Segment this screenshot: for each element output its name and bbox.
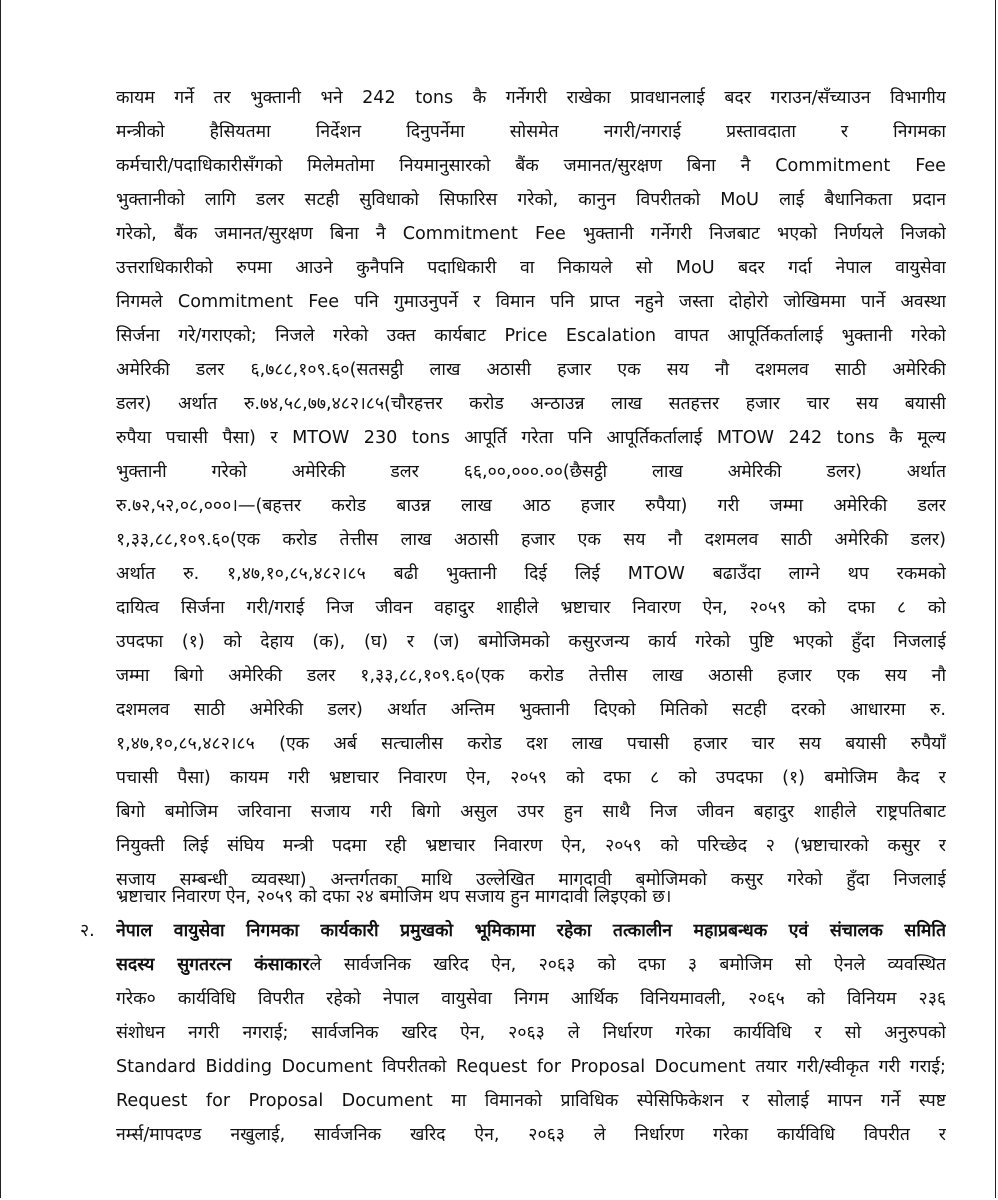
paragraph-line: गरेको, बैंक जमानत/सुरक्षण बिना नै Commitment Fee भुक्तानी गर्नेगरी निजबाट भएको निर्णयले निजको	[116, 224, 946, 244]
item2-line: Standard Bidding Document विपरीतको Request for Proposal Document तयार गरी/स्वीकृत गरी गराई;	[116, 1057, 946, 1077]
paragraph-line: निगमले Commitment Fee पनि गुमाउनुपर्ने र विमान पनि प्राप्त नहुने जस्ता दोहोरो जोखिममा पार्ने अवस्था	[116, 292, 946, 312]
paragraph-line: १,३३,८८,१०९.६०(एक करोड तेत्तीस लाख अठासी हजार एक सय नौ दशमलव साठी अमेरिकी डलर)	[116, 530, 946, 550]
item2-bold-name: सदस्य सुगतरत्न कंसाकार	[116, 955, 310, 975]
paragraph-line: दायित्व सिर्जना गरी/गराई निज जीवन वहादुर शाहीले भ्रष्टाचार निवारण ऐन, २०५९ को दफा ८ को	[116, 598, 946, 618]
list-item-number: २.	[80, 921, 95, 941]
item2-line: नर्म्स/मापदण्ड नखुलाई, सार्वजनिक खरिद ऐन, २०६३ ले निर्धारण गरेका कार्यविधि विपरीत र	[116, 1125, 946, 1145]
paragraph-line: बिगो बमोजिम जरिवाना सजाय गरी बिगो असुल उपर हुन साथै निज जीवन बहादुर शाहीले राष्ट्रपतिबाट	[116, 802, 946, 822]
item2-bold-lead: नेपाल वायुसेवा निगमका कार्यकारी प्रमुखको भूमिकामा रहेका तत्कालीन महाप्रबन्धक एवं संचालक समिति	[116, 921, 946, 941]
paragraph-line: जम्मा बिगो अमेरिकी डलर १,३३,८८,१०९.६०(एक करोड तेत्तीस लाख अठासी हजार एक सय नौ	[116, 666, 946, 686]
paragraph-line: दशमलव साठी अमेरिकी डलर) अर्थात अन्तिम भुक्तानी दिएको मितिको सटही दरको आधारमा रु.	[116, 700, 946, 720]
paragraph-line: कर्मचारी/पदाधिकारीसँगको मिलेमतोमा नियमानुसारको बैंक जमानत/सुरक्षण बिना नै Commitment Fee	[116, 156, 946, 176]
item2-line: संशोधन नगरी नगराई; सार्वजनिक खरिद ऐन, २०६३ ले निर्धारण गरेका कार्यविधि र सो अनुरुपको	[116, 1023, 946, 1043]
paragraph-line: पचासी पैसा) कायम गरी भ्रष्टाचार निवारण ऐन, २०५९ को दफा ८ को उपदफा (१) बमोजिम कैद र	[116, 768, 946, 788]
paragraph-line: उपदफा (१) को देहाय (क), (घ) र (ज) बमोजिमको कसुरजन्य कार्य गरेको पुष्टि भएको हुँदा निजलाई	[116, 632, 946, 652]
paragraph-line: रु.७२,५२,०८,०००।—(बहत्तर करोड बाउन्न लाख आठ हजार रुपैया) गरी जम्मा अमेरिकी डलर	[116, 496, 946, 516]
item2-heading-line	[116, 914, 946, 948]
paragraph-line: भुक्तानीको लागि डलर सटही सुविधाको सिफारिस गरेको, कानुन विपरीतको MoU लाई बैधानिकता प्रदान	[116, 190, 946, 210]
item2-line2-rest: ले सार्वजनिक खरिद ऐन, २०६३ को दफा ३ बमोजिम सो ऐनले व्यवस्थित	[309, 955, 946, 975]
paragraph-line: सजाय सम्बन्धी व्यवस्था) अन्तर्गतका माथि उल्लेखित मागदावी बमोजिमको कसुर गरेको हुँदा निजलाई	[116, 870, 946, 890]
paragraph-line: अर्थात रु. १,४७,१०,८५,४८२।८५ बढी भुक्तानी दिई लिई MTOW बढाउँदा लाग्ने थप रकमको	[116, 564, 946, 584]
paragraph-line: उत्तराधिकारीको रुपमा आउने कुनैपनि पदाधिकारी वा निकायले सो MoU बदर गर्दा नेपाल वायुसेवा	[116, 258, 946, 278]
paragraph-line: सिर्जना गरे/गराएको; निजले गरेको उक्त कार्यबाट Price Escalation वापत आपूर्तिकर्तालाई भुक्तानी गरेको	[116, 326, 946, 346]
paragraph-line: नियुक्ती लिई संघिय मन्त्री पदमा रही भ्रष्टाचार निवारण ऐन, २०५९ को परिच्छेद २ (भ्रष्टाचारको कसुर र	[116, 836, 946, 856]
paragraph-line: रुपैया पचासी पैसा) र MTOW 230 tons आपूर्ति गरेता पनि आपूर्तिकर्तालाई MTOW 242 tons कै मूल्य	[116, 428, 946, 448]
paragraph-line: अमेरिकी डलर ६,७८८,१०९.६०(सतसट्ठी लाख अठासी हजार एक सय नौ दशमलव साठी अमेरिकी	[116, 360, 946, 380]
paragraph-line: कायम गर्ने तर भुक्तानी भने 242 tons कै गर्नेगरी राखेका प्रावधानलाई बदर गराउन/सँच्याउन विभागीय	[116, 88, 946, 108]
paragraph-line: मन्त्रीको हैसियतमा निर्देशन दिनुपर्नेमा सोसमेत नगरी/नगराई प्रस्तावदाता र निगमका	[116, 122, 946, 142]
item2-line: Request for Proposal Document मा विमानको प्राविधिक स्पेसिफिकेशन र सोलाई मापन गर्ने स्पष्ट	[116, 1091, 946, 1111]
paragraph-line: भुक्तानी गरेको अमेरिकी डलर ६६,००,०००.००(छैसट्ठी लाख अमेरिकी डलर) अर्थात	[116, 462, 946, 482]
paragraph-line: १,४७,१०,८५,४८२।८५ (एक अर्ब सत्चालीस करोड दश लाख पचासी हजार चार सय बयासी रुपैयाँ	[116, 734, 946, 754]
paragraph-last-line: भ्रष्टाचार निवारण ऐन, २०५९ को दफा २४ बमोजिम थप सजाय हुन मागदावी लिइएको छ।	[116, 887, 672, 907]
item2-line: गरेक० कार्यविधि विपरीत रहेको नेपाल वायुसेवा निगम आर्थिक विनियमावली, २०६५ को विनियम २३६	[116, 989, 946, 1009]
item2-line2	[116, 948, 946, 982]
paragraph-line: डलर) अर्थात रु.७४,५८,७७,४८२।८५(चौरहत्तर करोड अन्ठाउन्न लाख सतहत्तर हजार चार सय बयासी	[116, 394, 946, 414]
